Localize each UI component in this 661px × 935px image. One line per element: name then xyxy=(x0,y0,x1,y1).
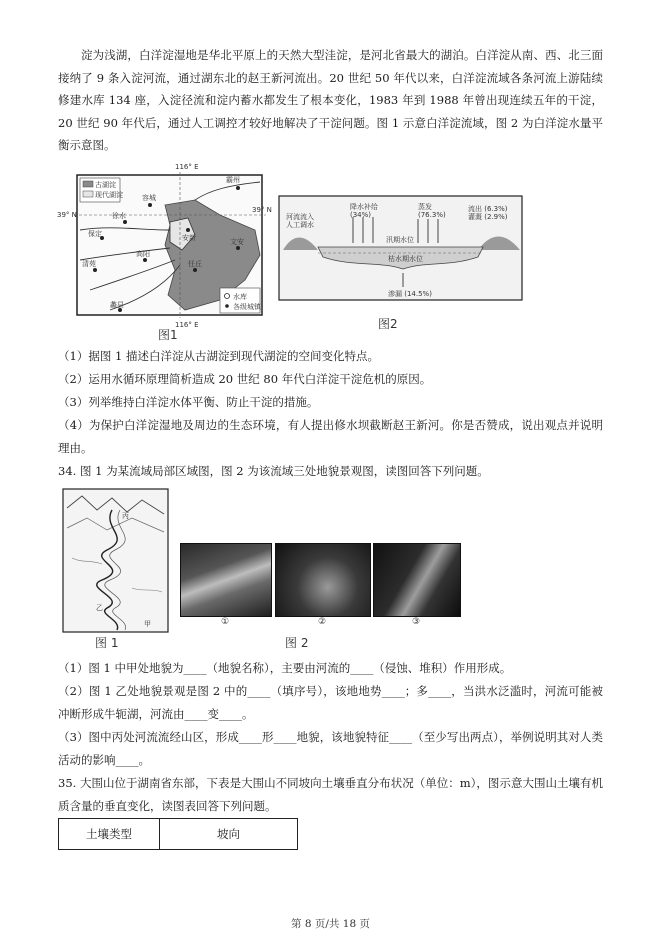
town-dot xyxy=(236,186,240,190)
seepage-label: 渗漏 (14.5%) xyxy=(388,290,432,298)
landform-photo-1 xyxy=(180,543,272,617)
q34-part-1: （1）图 1 中甲处地貌为____（地貌名称），主要由河流的____（侵蚀、堆积）作用形成。 xyxy=(58,661,512,675)
map-label: 清苑 xyxy=(82,260,96,268)
outflow-label: 流出 (6.3%)灌溉 (2.9%) xyxy=(468,205,508,221)
town-dot xyxy=(186,228,190,232)
photo-label-3: ③ xyxy=(412,617,421,627)
legend-swatch-ancient xyxy=(83,181,93,187)
map-label: 蠡县 xyxy=(110,301,124,309)
landform-photo-3 xyxy=(373,543,461,617)
dry-level-label: 枯水期水位 xyxy=(388,255,423,263)
map-label: 安新 xyxy=(182,234,196,242)
q33-part-4: （4）为保护白洋淀湿地及周边的生态环境，有人提出修水坝截断赵王新河。你是否赞成，说出观点并说明理由。 xyxy=(58,418,603,455)
town-dot xyxy=(236,246,240,250)
inflow-label: 河流流入人工调水 xyxy=(286,213,314,229)
town-dot xyxy=(123,220,127,224)
q34-fig1-caption: 图 1 xyxy=(95,636,119,650)
lat-label-left: 39° N xyxy=(57,211,77,219)
legend-modern-label: 现代湖淀 xyxy=(95,191,123,199)
map-label: 文安 xyxy=(230,238,244,246)
table-header-cell: 土壤类型 xyxy=(59,819,160,850)
table-header-cell: 坡向 xyxy=(160,819,298,850)
legend-town-label: 各级城镇 xyxy=(233,303,261,311)
flood-level-label: 汛期水位 xyxy=(386,236,414,244)
legend-swatch-modern xyxy=(83,191,93,197)
map-label: 高阳 xyxy=(136,250,150,258)
soil-table xyxy=(58,818,298,850)
map-label: 任丘 xyxy=(188,260,202,268)
legend-ancient-label: 古湖淀 xyxy=(95,181,116,189)
landform-photo-2 xyxy=(275,543,371,617)
river-basin-sketch xyxy=(62,488,170,634)
q33-part-3: （3）列举维持白洋淀水体平衡、防止干淀的措施。 xyxy=(58,395,319,409)
q34-figure-1 xyxy=(62,488,170,634)
figure-2-water-balance xyxy=(278,195,523,335)
q35-stem: 35. 大围山位于湖南省东部，下表是大围山不同坡向土壤垂直分布状况（单位：m），图示意大围山土壤有机质含量的垂直变化，读图表回答下列问题。 xyxy=(58,776,603,813)
town-dot xyxy=(143,258,147,262)
town-icon xyxy=(225,304,229,308)
figure-2-caption: 图2 xyxy=(378,317,398,331)
marker-yi: 乙 xyxy=(96,604,103,612)
q33-part-1: （1）据图 1 描述白洋淀从古湖淀到现代湖淀的空间变化特点。 xyxy=(58,349,379,363)
map-label: 容城 xyxy=(142,194,156,202)
map-svg xyxy=(57,160,272,342)
lon-label-top: 116° E xyxy=(175,163,199,171)
q33-part-2: （2）运用水循环原理简析造成 20 世纪 80 年代白洋淀干淀危机的原因。 xyxy=(58,372,432,386)
figure-1-map xyxy=(57,160,272,342)
marker-bing: 丙 xyxy=(122,512,129,520)
town-dot xyxy=(193,268,197,272)
marker-jia: 甲 xyxy=(144,620,151,628)
town-dot xyxy=(93,268,97,272)
table-row xyxy=(59,819,298,850)
intro-paragraph: 淀为浅湖，白洋淀湿地是华北平原上的天然大型洼淀，是河北省最大的湖泊。白洋淀从南、西、北三面接纳了 9 条入淀河流，通过湖东北的赵王新河流出。20 世纪 50 年代以来，白洋淀流域各条河流上游陆续修建水库 134 座，入淀径流和淀内蓄水都发生了根本变化，1983 年到 1988 年曾出现连续五年的干淀，20 世纪 90 年代后，通过人工调控才较好地解决了干淀问题。图 1 示意白洋淀流域，图 2 为白洋淀水量平衡示意图。 xyxy=(58,48,603,152)
photo-label-2: ② xyxy=(318,617,327,627)
legend-reservoir-label: 水库 xyxy=(233,293,247,301)
map-label: 霸州 xyxy=(226,176,240,184)
q34-fig2-caption: 图 2 xyxy=(285,636,309,650)
lat-label-right: 39° N xyxy=(252,206,272,214)
map-label: 保定 xyxy=(88,230,102,238)
precip-label: 降水补给(34%) xyxy=(350,203,378,219)
photo-label-1: ① xyxy=(221,617,230,627)
evap-label: 蒸发(76.3%) xyxy=(418,203,446,219)
water-balance-svg xyxy=(278,195,523,305)
town-dot xyxy=(148,203,152,207)
figure-1-caption: 图1 xyxy=(158,328,178,342)
page-footer: 第 8 页/共 18 页 xyxy=(291,918,370,930)
map-label: 徐水 xyxy=(112,212,126,220)
q34-part-3: （3）图中丙处河流流经山区，形成____形____地貌，该地貌特征____（至少写出两点），举例说明其对人类活动的影响____。 xyxy=(58,730,603,767)
lon-label-bottom: 116° E xyxy=(175,321,199,329)
q34-stem: 34. 图 1 为某流域局部区域图，图 2 为该流域三处地貌景观图，读图回答下列问题。 xyxy=(58,464,489,478)
q34-part-2: （2）图 1 乙处地貌景观是图 2 中的____（填序号），该地地势____；多____，当洪水泛滥时，河流可能被冲断形成牛轭湖，河流由____变____。 xyxy=(58,684,603,721)
